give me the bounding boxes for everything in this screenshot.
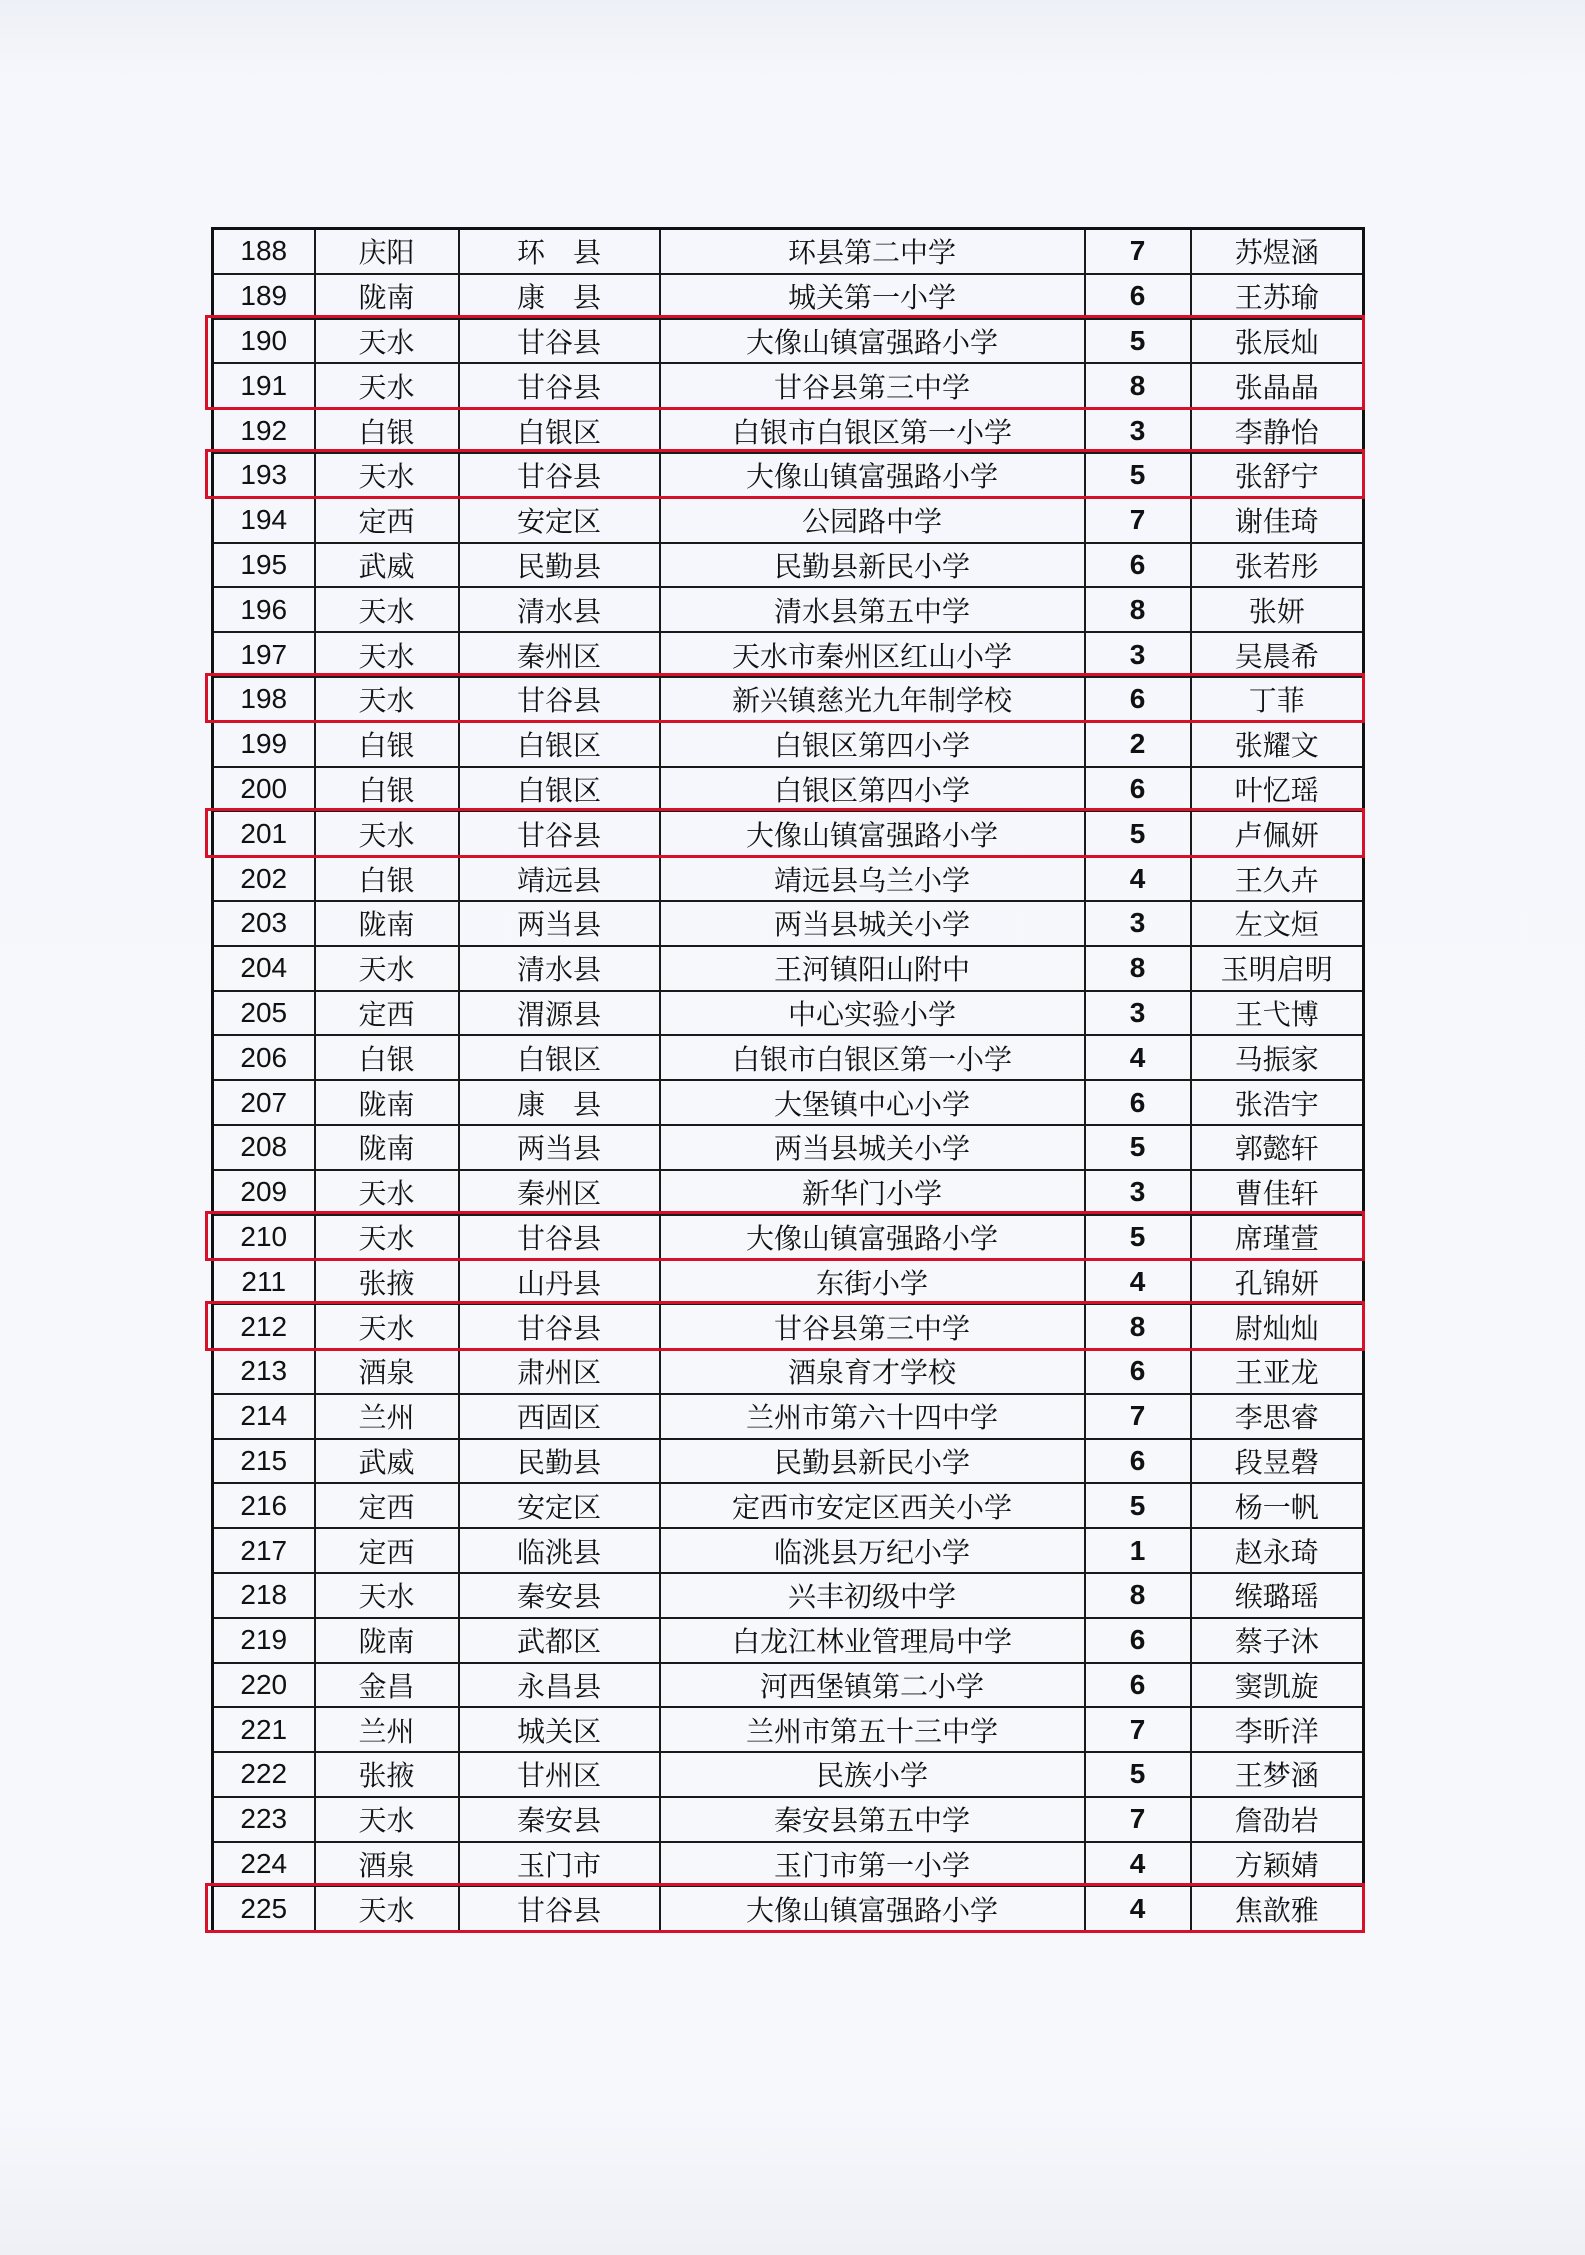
grade-cell: 8 [1085,587,1191,632]
grade-cell: 5 [1085,811,1191,856]
city-cell: 陇南 [315,1080,459,1125]
city-cell: 金昌 [315,1663,459,1708]
city-cell: 兰州 [315,1394,459,1439]
county-cell: 安定区 [459,1483,660,1528]
row-number: 194 [213,498,315,543]
school-cell: 白银市白银区第一小学 [660,408,1085,453]
student-name-cell: 张舒宁 [1191,453,1364,498]
student-name-cell: 尉灿灿 [1191,1304,1364,1349]
grade-cell: 7 [1085,1394,1191,1439]
school-cell: 河西堡镇第二小学 [660,1663,1085,1708]
student-name-cell: 张耀文 [1191,722,1364,767]
grade-cell: 7 [1085,229,1191,274]
table-row [213,1080,1364,1125]
school-cell: 白银市白银区第一小学 [660,1035,1085,1080]
county-cell: 民勤县 [459,543,660,588]
row-number: 224 [213,1842,315,1887]
county-cell: 甘谷县 [459,319,660,364]
county-cell: 山丹县 [459,1259,660,1304]
grade-cell: 4 [1085,1886,1191,1931]
city-cell: 酒泉 [315,1842,459,1887]
row-number: 214 [213,1394,315,1439]
grade-cell: 6 [1085,767,1191,812]
student-name-cell: 丁菲 [1191,677,1364,722]
row-number: 188 [213,229,315,274]
student-name-cell: 李思睿 [1191,1394,1364,1439]
row-number: 213 [213,1349,315,1394]
table-row [213,229,1364,274]
table-row [213,543,1364,588]
student-name-cell: 杨一帆 [1191,1483,1364,1528]
row-number: 190 [213,319,315,364]
school-cell: 甘谷县第三中学 [660,363,1085,408]
school-cell: 大像山镇富强路小学 [660,453,1085,498]
city-cell: 天水 [315,453,459,498]
school-cell: 白银区第四小学 [660,722,1085,767]
county-cell: 城关区 [459,1707,660,1752]
county-cell: 武都区 [459,1618,660,1663]
row-number: 222 [213,1752,315,1797]
county-cell: 甘谷县 [459,453,660,498]
student-name-cell: 叶忆瑶 [1191,767,1364,812]
table-row-highlighted [213,811,1364,856]
city-cell: 天水 [315,677,459,722]
table-row [213,1483,1364,1528]
grade-cell: 6 [1085,1618,1191,1663]
table-row [213,1573,1364,1618]
table-row [213,1618,1364,1663]
row-number: 223 [213,1797,315,1842]
city-cell: 天水 [315,946,459,991]
table-row [213,1125,1364,1170]
county-cell: 秦州区 [459,1170,660,1215]
city-cell: 天水 [315,1304,459,1349]
table-row [213,587,1364,632]
row-number: 218 [213,1573,315,1618]
grade-cell: 1 [1085,1528,1191,1573]
row-number: 205 [213,991,315,1036]
row-number: 196 [213,587,315,632]
county-cell: 白银区 [459,408,660,453]
student-name-cell: 张浩宇 [1191,1080,1364,1125]
table-row [213,408,1364,453]
student-name-cell: 玉明启明 [1191,946,1364,991]
grade-cell: 6 [1085,1080,1191,1125]
school-cell: 兰州市第五十三中学 [660,1707,1085,1752]
table-row [213,1439,1364,1484]
student-name-cell: 张晶晶 [1191,363,1364,408]
county-cell: 安定区 [459,498,660,543]
table-row [213,1259,1364,1304]
student-name-cell: 李静怡 [1191,408,1364,453]
row-number: 212 [213,1304,315,1349]
grade-cell: 6 [1085,1349,1191,1394]
student-name-cell: 王久卉 [1191,856,1364,901]
city-cell: 陇南 [315,1125,459,1170]
student-name-cell: 蔡子沐 [1191,1618,1364,1663]
row-number: 197 [213,632,315,677]
grade-cell: 8 [1085,363,1191,408]
grade-cell: 4 [1085,1842,1191,1887]
row-number: 202 [213,856,315,901]
roster-table [211,227,1365,1933]
county-cell: 靖远县 [459,856,660,901]
county-cell: 甘谷县 [459,1215,660,1260]
student-name-cell: 段昱磬 [1191,1439,1364,1484]
student-name-cell: 李昕洋 [1191,1707,1364,1752]
city-cell: 陇南 [315,1618,459,1663]
city-cell: 天水 [315,632,459,677]
row-number: 208 [213,1125,315,1170]
school-cell: 大像山镇富强路小学 [660,1886,1085,1931]
student-name-cell: 王梦涵 [1191,1752,1364,1797]
school-cell: 白龙江林业管理局中学 [660,1618,1085,1663]
table-row [213,1394,1364,1439]
table-row [213,1707,1364,1752]
student-name-cell: 谢佳琦 [1191,498,1364,543]
grade-cell: 5 [1085,453,1191,498]
student-name-cell: 王弋博 [1191,991,1364,1036]
table-row [213,498,1364,543]
table-row [213,946,1364,991]
school-cell: 清水县第五中学 [660,587,1085,632]
student-name-cell: 焦歆雅 [1191,1886,1364,1931]
county-cell: 民勤县 [459,1439,660,1484]
grade-cell: 6 [1085,1439,1191,1484]
table-row-highlighted [213,1304,1364,1349]
school-cell: 大像山镇富强路小学 [660,811,1085,856]
row-number: 225 [213,1886,315,1931]
row-number: 191 [213,363,315,408]
grade-cell: 2 [1085,722,1191,767]
city-cell: 定西 [315,1483,459,1528]
county-cell: 白银区 [459,767,660,812]
grade-cell: 4 [1085,856,1191,901]
county-cell: 永昌县 [459,1663,660,1708]
table-row [213,722,1364,767]
student-name-cell: 张若彤 [1191,543,1364,588]
student-name-cell: 方颖婧 [1191,1842,1364,1887]
student-name-cell: 孔锦妍 [1191,1259,1364,1304]
county-cell: 康 县 [459,1080,660,1125]
student-name-cell: 缑璐瑶 [1191,1573,1364,1618]
row-number: 193 [213,453,315,498]
school-cell: 民勤县新民小学 [660,1439,1085,1484]
table-row [213,901,1364,946]
school-cell: 公园路中学 [660,498,1085,543]
grade-cell: 6 [1085,1663,1191,1708]
row-number: 206 [213,1035,315,1080]
school-cell: 大像山镇富强路小学 [660,319,1085,364]
row-number: 201 [213,811,315,856]
city-cell: 庆阳 [315,229,459,274]
student-name-cell: 苏煜涵 [1191,229,1364,274]
table-row [213,1035,1364,1080]
student-name-cell: 张妍 [1191,587,1364,632]
school-cell: 新华门小学 [660,1170,1085,1215]
county-cell: 白银区 [459,722,660,767]
city-cell: 张掖 [315,1752,459,1797]
row-number: 204 [213,946,315,991]
city-cell: 白银 [315,1035,459,1080]
county-cell: 渭源县 [459,991,660,1036]
table-row-highlighted [213,677,1364,722]
school-cell: 大像山镇富强路小学 [660,1215,1085,1260]
city-cell: 张掖 [315,1259,459,1304]
row-number: 216 [213,1483,315,1528]
school-cell: 玉门市第一小学 [660,1842,1085,1887]
county-cell: 甘谷县 [459,363,660,408]
school-cell: 东街小学 [660,1259,1085,1304]
student-name-cell: 王亚龙 [1191,1349,1364,1394]
table-row-highlighted [213,1886,1364,1931]
city-cell: 白银 [315,408,459,453]
row-number: 221 [213,1707,315,1752]
county-cell: 甘谷县 [459,677,660,722]
county-cell: 玉门市 [459,1842,660,1887]
school-cell: 甘谷县第三中学 [660,1304,1085,1349]
county-cell: 甘谷县 [459,1886,660,1931]
county-cell: 秦安县 [459,1573,660,1618]
school-cell: 城关第一小学 [660,274,1085,319]
city-cell: 定西 [315,498,459,543]
table-row [213,274,1364,319]
row-number: 192 [213,408,315,453]
student-name-cell: 席瑾萱 [1191,1215,1364,1260]
grade-cell: 5 [1085,1125,1191,1170]
school-cell: 两当县城关小学 [660,1125,1085,1170]
student-name-cell: 王苏瑜 [1191,274,1364,319]
city-cell: 白银 [315,767,459,812]
grade-cell: 7 [1085,498,1191,543]
city-cell: 定西 [315,1528,459,1573]
city-cell: 兰州 [315,1707,459,1752]
table-row [213,767,1364,812]
roster-table-body [213,229,1364,1932]
city-cell: 天水 [315,1215,459,1260]
grade-cell: 6 [1085,274,1191,319]
table-row-highlighted [213,1215,1364,1260]
school-cell: 兴丰初级中学 [660,1573,1085,1618]
county-cell: 甘谷县 [459,1304,660,1349]
school-cell: 白银区第四小学 [660,767,1085,812]
student-name-cell: 曹佳轩 [1191,1170,1364,1215]
row-number: 220 [213,1663,315,1708]
county-cell: 甘州区 [459,1752,660,1797]
city-cell: 天水 [315,319,459,364]
school-cell: 兰州市第六十四中学 [660,1394,1085,1439]
student-name-cell: 马振家 [1191,1035,1364,1080]
grade-cell: 8 [1085,1304,1191,1349]
grade-cell: 3 [1085,991,1191,1036]
row-number: 210 [213,1215,315,1260]
school-cell: 临洮县万纪小学 [660,1528,1085,1573]
city-cell: 武威 [315,543,459,588]
grade-cell: 5 [1085,319,1191,364]
county-cell: 白银区 [459,1035,660,1080]
row-number: 215 [213,1439,315,1484]
grade-cell: 3 [1085,632,1191,677]
county-cell: 西固区 [459,1394,660,1439]
table-row [213,991,1364,1036]
student-name-cell: 左文烜 [1191,901,1364,946]
row-number: 219 [213,1618,315,1663]
school-cell: 新兴镇慈光九年制学校 [660,677,1085,722]
table-row [213,1170,1364,1215]
table-row-highlighted [213,453,1364,498]
table-row [213,1663,1364,1708]
row-number: 200 [213,767,315,812]
row-number: 199 [213,722,315,767]
grade-cell: 8 [1085,1573,1191,1618]
grade-cell: 4 [1085,1259,1191,1304]
row-number: 207 [213,1080,315,1125]
table-row-highlighted [213,363,1364,408]
table-row [213,1797,1364,1842]
student-name-cell: 张辰灿 [1191,319,1364,364]
city-cell: 天水 [315,587,459,632]
grade-cell: 3 [1085,1170,1191,1215]
county-cell: 清水县 [459,946,660,991]
student-name-cell: 赵永琦 [1191,1528,1364,1573]
student-name-cell: 窦凯旋 [1191,1663,1364,1708]
city-cell: 天水 [315,1797,459,1842]
grade-cell: 5 [1085,1483,1191,1528]
grade-cell: 6 [1085,543,1191,588]
table-row [213,1752,1364,1797]
city-cell: 陇南 [315,901,459,946]
county-cell: 环 县 [459,229,660,274]
city-cell: 白银 [315,722,459,767]
table-row [213,1842,1364,1887]
grade-cell: 7 [1085,1797,1191,1842]
student-name-cell: 詹劭岩 [1191,1797,1364,1842]
table-row-highlighted [213,319,1364,364]
city-cell: 天水 [315,1573,459,1618]
school-cell: 大堡镇中心小学 [660,1080,1085,1125]
student-name-cell: 郭懿轩 [1191,1125,1364,1170]
county-cell: 清水县 [459,587,660,632]
student-name-cell: 卢佩妍 [1191,811,1364,856]
row-number: 211 [213,1259,315,1304]
county-cell: 肃州区 [459,1349,660,1394]
city-cell: 天水 [315,363,459,408]
table-row [213,1349,1364,1394]
county-cell: 秦安县 [459,1797,660,1842]
county-cell: 两当县 [459,1125,660,1170]
student-name-cell: 吴晨希 [1191,632,1364,677]
row-number: 195 [213,543,315,588]
school-cell: 秦安县第五中学 [660,1797,1085,1842]
grade-cell: 3 [1085,408,1191,453]
grade-cell: 5 [1085,1215,1191,1260]
county-cell: 两当县 [459,901,660,946]
school-cell: 民族小学 [660,1752,1085,1797]
roster-table-container [211,227,1362,1933]
table-row [213,632,1364,677]
grade-cell: 6 [1085,677,1191,722]
grade-cell: 3 [1085,901,1191,946]
city-cell: 酒泉 [315,1349,459,1394]
city-cell: 定西 [315,991,459,1036]
county-cell: 甘谷县 [459,811,660,856]
school-cell: 天水市秦州区红山小学 [660,632,1085,677]
city-cell: 天水 [315,811,459,856]
row-number: 209 [213,1170,315,1215]
row-number: 189 [213,274,315,319]
table-row [213,856,1364,901]
county-cell: 秦州区 [459,632,660,677]
grade-cell: 4 [1085,1035,1191,1080]
row-number: 203 [213,901,315,946]
row-number: 198 [213,677,315,722]
school-cell: 王河镇阳山附中 [660,946,1085,991]
city-cell: 白银 [315,856,459,901]
school-cell: 靖远县乌兰小学 [660,856,1085,901]
city-cell: 天水 [315,1886,459,1931]
school-cell: 酒泉育才学校 [660,1349,1085,1394]
school-cell: 中心实验小学 [660,991,1085,1036]
grade-cell: 7 [1085,1707,1191,1752]
row-number: 217 [213,1528,315,1573]
city-cell: 天水 [315,1170,459,1215]
grade-cell: 8 [1085,946,1191,991]
grade-cell: 5 [1085,1752,1191,1797]
county-cell: 康 县 [459,274,660,319]
county-cell: 临洮县 [459,1528,660,1573]
school-cell: 民勤县新民小学 [660,543,1085,588]
table-row [213,1528,1364,1573]
school-cell: 两当县城关小学 [660,901,1085,946]
school-cell: 环县第二中学 [660,229,1085,274]
school-cell: 定西市安定区西关小学 [660,1483,1085,1528]
city-cell: 武威 [315,1439,459,1484]
city-cell: 陇南 [315,274,459,319]
